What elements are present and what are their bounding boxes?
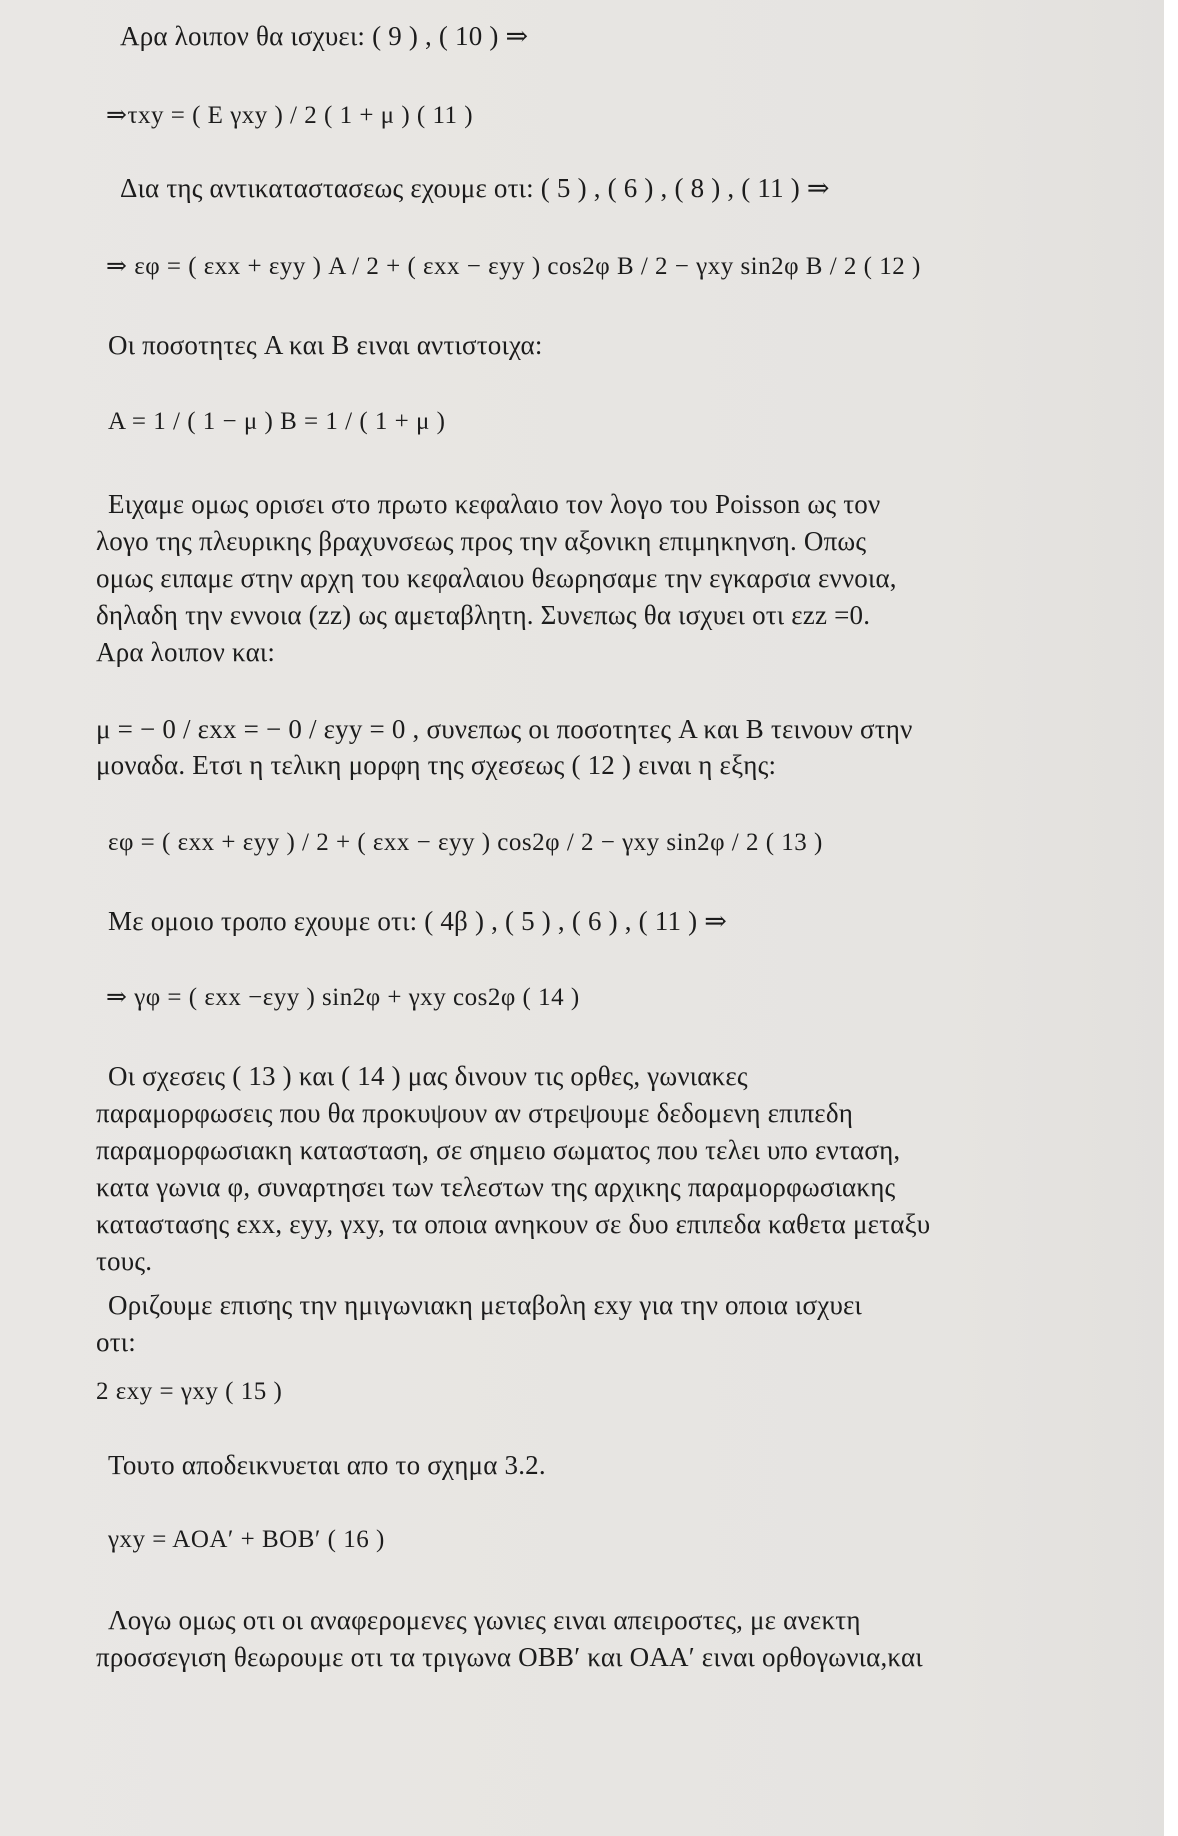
- equation-13: εφ = ( εxx + εyy ) / 2 + ( εxx − εyy ) cos2φ / 2 − γxy sin2φ / 2 ( 13 ): [108, 829, 823, 856]
- equation-11: ⇒τxy = ( E γxy ) / 2 ( 1 + μ ) ( 11 ): [106, 102, 474, 129]
- text-line: Αρα λοιπον θα ισχυει: ( 9 ) , ( 10 ) ⇒: [120, 21, 529, 51]
- text-line: οτι:: [96, 1327, 136, 1357]
- text-line: μοναδα. Ετσι η τελικη μορφη της σχεσεως ( 12 ) ειναι η εξης:: [96, 750, 777, 780]
- text-line: δηλαδη την εννοια (zz) ως αμεταβλητη. Συνεπως θα ισχυει οτι εzz =0.: [96, 600, 871, 630]
- text-line: προσσεγιση θεωρουμε οτι τα τριγωνα OBB′ και OAA′ ειναι ορθογωνια,και: [96, 1642, 923, 1672]
- text-line: παραμορφωσεις που θα προκυψουν αν στρεψουμε δεδομενη επιπεδη: [96, 1098, 854, 1128]
- equation-14: ⇒ γφ = ( εxx −εyy ) sin2φ + γxy cos2φ ( 14 ): [106, 984, 580, 1011]
- text-line: Οριζουμε επισης την ημιγωνιακη μεταβολη εxy για την οποια ισχυει: [108, 1290, 863, 1320]
- text-line: Ειχαμε ομως ορισει στο πρωτο κεφαλαιο τον λογο του Poisson ως τον: [108, 489, 881, 519]
- text-line: Δια της αντικαταστασεως εχουμε οτι: ( 5 ) , ( 6 ) , ( 8 ) , ( 11 ) ⇒: [120, 173, 830, 203]
- equation-12: ⇒ εφ = ( εxx + εyy ) A / 2 + ( εxx − εyy ) cos2φ B / 2 − γxy sin2φ B / 2 ( 12 ): [106, 253, 921, 280]
- text-line: ομως ειπαμε στην αρχη του κεφαλαιου θεωρησαμε την εγκαρσια εννοια,: [96, 563, 897, 593]
- text-line: καταστασης εxx, εyy, γxy, τα οποια ανηκουν σε δυο επιπεδα καθετα μεταξυ: [96, 1209, 931, 1239]
- text-line: Οι σχεσεις ( 13 ) και ( 14 ) μας δινουν τις ορθες, γωνιακες: [108, 1061, 748, 1091]
- text-line: Αρα λοιπον και:: [96, 637, 276, 667]
- text-line: Οι ποσοτητες A και B ειναι αντιστοιχα:: [108, 330, 543, 360]
- text-line: κατα γωνια φ, συναρτησει των τελεστων της αρχικης παραμορφωσιακης: [96, 1172, 896, 1202]
- text-line: μ = − 0 / εxx = − 0 / εyy = 0 , συνεπως οι ποσοτητες A και B τεινουν στην: [96, 714, 913, 744]
- equation-15: 2 εxy = γxy ( 15 ): [96, 1378, 283, 1405]
- text-line: λογο της πλευρικης βραχυνσεως προς την αξονικη επιμηκηνση. Οπως: [96, 526, 867, 556]
- text-line: Με ομοιο τροπο εχουμε οτι: ( 4β ) , ( 5 ) , ( 6 ) , ( 11 ) ⇒: [108, 906, 728, 936]
- text-line: τους.: [96, 1246, 153, 1276]
- equation-16: γxy = AOA′ + BOB′ ( 16 ): [108, 1526, 385, 1553]
- equation-a-b: A = 1 / ( 1 − μ ) B = 1 / ( 1 + μ ): [108, 408, 446, 435]
- text-line: παραμορφωσιακη κατασταση, σε σημειο σωματος που τελει υπο ενταση,: [96, 1135, 901, 1165]
- text-line: Τουτο αποδεικνυεται απο το σχημα 3.2.: [108, 1450, 546, 1480]
- text-line: Λογω ομως οτι οι αναφερομενες γωνιες ειναι απειροστες, με ανεκτη: [108, 1605, 861, 1635]
